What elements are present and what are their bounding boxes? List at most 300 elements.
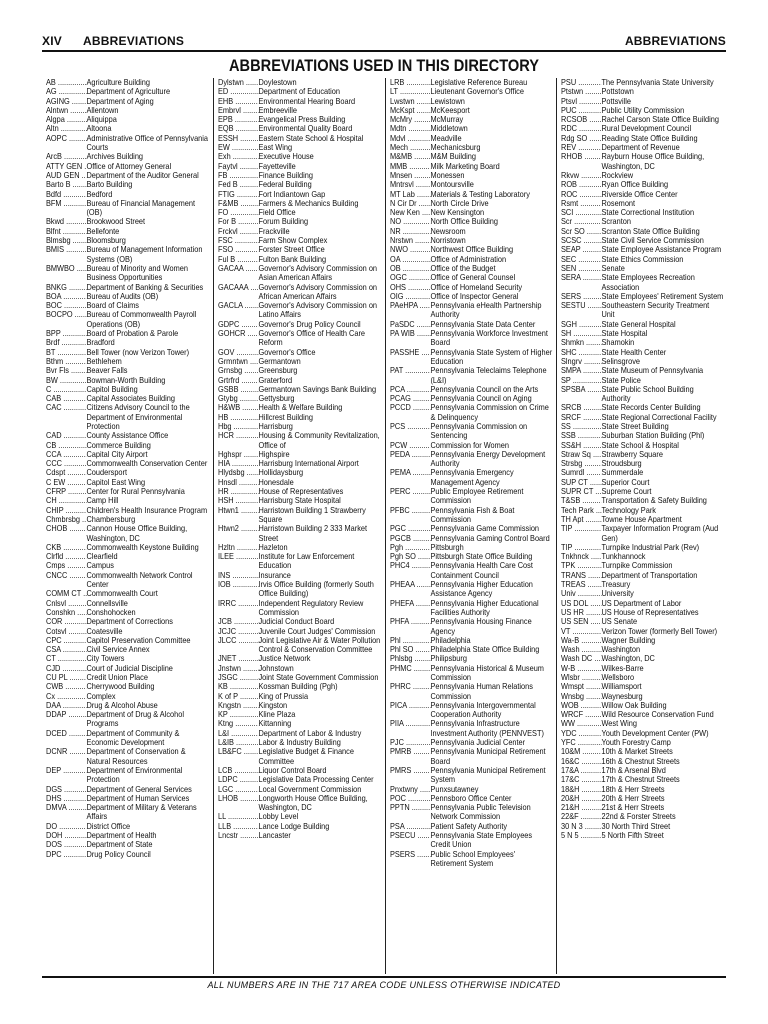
abbreviation-code: ESSH ..... (218, 134, 258, 143)
abbreviation-code: PA WIB ..... (390, 329, 430, 348)
abbreviation-entry (390, 87, 553, 96)
abbreviation-meaning: Bowman-Worth Building (86, 374, 166, 385)
abbreviation-code: INS ..... (218, 571, 258, 580)
abbreviation-code: Pgh SO ..... (390, 552, 430, 561)
abbreviation-code: RHOB ..... (561, 152, 601, 171)
abbreviation-code: BOC ..... (46, 301, 86, 310)
abbreviation-meaning: Johnstown (258, 662, 294, 673)
abbreviation-code: Pnxtwny ..... (390, 785, 430, 794)
abbreviation-code: Mdtn ..... (390, 124, 430, 133)
abbreviation-code: PHC4 ..... (390, 561, 430, 580)
abbreviation-entry (390, 366, 553, 385)
abbreviation-meaning: Capitol East Wing (86, 476, 146, 487)
abbreviation-entry (218, 599, 381, 618)
abbreviation-meaning: Williamsport (601, 681, 642, 692)
abbreviation-meaning: State Civil Service Commission (601, 235, 705, 246)
abbreviation-meaning: Camp Hill (86, 495, 119, 506)
abbreviation-meaning: Scranton State Office Building (601, 225, 700, 236)
abbreviation-meaning: Pottstown (601, 86, 635, 97)
abbreviation-code: Blfnt ..... (46, 227, 86, 236)
abbreviation-code: FB ..... (218, 171, 258, 180)
abbreviation-meaning: Newsroom (429, 225, 466, 236)
abbreviation-entry (218, 831, 381, 840)
abbreviation-entry (46, 487, 209, 496)
abbreviation-meaning: Office of the Budget (429, 262, 495, 273)
abbreviation-meaning: Supreme Court (601, 486, 652, 497)
abbreviation-entry (561, 673, 724, 682)
abbreviation-code: CPC ..... (46, 636, 86, 645)
abbreviation-code: Kngstn ..... (218, 701, 258, 710)
abbreviation-code: Phl SO ..... (390, 645, 430, 654)
abbreviation-meaning: Department of the Auditor General (86, 169, 199, 180)
abbreviation-meaning: State Correctional Institution (601, 207, 695, 218)
abbreviation-code: Tnkhnck ..... (561, 552, 601, 561)
abbreviation-meaning: Commonwealth Keystone Building (86, 541, 199, 552)
abbreviation-code: Phl ..... (390, 636, 430, 645)
abbreviation-meaning: Governor's Office of Health Care Reform (258, 328, 365, 348)
abbreviation-meaning: Department of Human Services (86, 792, 190, 803)
abbreviation-code: C ..... (46, 385, 86, 394)
abbreviation-meaning: Department of Corrections (86, 616, 173, 627)
header-rule (42, 50, 726, 52)
abbreviation-meaning: Commission for Women (429, 439, 509, 450)
abbreviation-meaning: Pennsylvania Workforce Investment Board (429, 328, 548, 348)
abbreviation-code: LDPC ..... (218, 775, 258, 784)
abbreviation-entry (46, 571, 209, 590)
section-title-left: ABBREVIATIONS (83, 34, 185, 48)
abbreviation-code: CJD ..... (46, 664, 86, 673)
abbreviation-meaning: Office of General Counsel (429, 272, 515, 283)
abbreviation-meaning: Environmental Quality Board (258, 123, 353, 134)
abbreviation-meaning: Pennsylvania Housing Finance Agency (429, 616, 532, 636)
abbreviation-meaning: Pennsylvania Gaming Control Board (429, 532, 550, 543)
abbreviation-entry (46, 403, 209, 431)
abbreviation-meaning: Coudersport (86, 467, 128, 478)
abbreviation-entry (46, 766, 209, 785)
abbreviation-meaning: Pennsylvania Emergency Management Agency (429, 467, 514, 487)
abbreviation-meaning: 30 North Third Street (601, 820, 671, 831)
abbreviation-meaning: 20th & Herr Streets (601, 792, 665, 803)
abbreviation-meaning: Strawberry Square (601, 448, 664, 459)
abbreviation-code: BFM ..... (46, 199, 86, 218)
abbreviation-code: Faytvl ..... (218, 162, 258, 171)
abbreviation-meaning: Department of Drug & Alcohol Programs (86, 709, 184, 729)
abbreviation-meaning: Norristown (429, 235, 466, 246)
abbreviation-meaning: Department of Environmental Protection (86, 764, 183, 785)
abbreviation-code: BPP ..... (46, 329, 86, 338)
abbreviation-entry (561, 273, 724, 292)
abbreviation-meaning: Capitol Preservation Committee (86, 634, 191, 645)
abbreviation-code: PCS ..... (390, 422, 430, 441)
abbreviation-meaning: Turnpike Industrial Park (Rev) (601, 541, 700, 552)
abbreviation-entry (46, 217, 209, 226)
abbreviation-entry (561, 385, 724, 404)
abbreviation-meaning: Bell Tower (now Verizon Tower) (86, 346, 190, 357)
abbreviation-code: TPK ..... (561, 561, 601, 570)
abbreviation-meaning: Rockview (601, 169, 634, 180)
abbreviation-code: AB ..... (46, 78, 86, 87)
abbreviation-entry (46, 329, 209, 338)
abbreviation-meaning: Pennsylvania State System of Higher Education (429, 346, 552, 366)
abbreviation-code: T&SB ..... (561, 496, 601, 505)
abbreviation-entry (46, 134, 209, 153)
abbreviation-code: PSECU ..... (390, 831, 430, 850)
abbreviation-code: Jnstwn ..... (218, 664, 258, 673)
abbreviation-code: ATTY GEN ..... (46, 162, 86, 171)
abbreviation-entry (561, 255, 724, 264)
abbreviation-meaning: Bureau of Minority and Women Business Opportunities (86, 262, 188, 283)
abbreviation-meaning: Department of Conservation & Natural Resources (86, 746, 186, 766)
abbreviation-meaning: Pennsboro Office Center (429, 792, 511, 803)
abbreviation-entry (46, 115, 209, 124)
abbreviation-code: PAT ..... (390, 366, 430, 385)
abbreviation-meaning: Meadville (429, 132, 462, 143)
abbreviation-meaning: Bureau of Commonwealth Payroll Operations (OB) (86, 309, 197, 329)
abbreviation-code: Bkwd ..... (46, 217, 86, 226)
abbreviation-meaning: Coatesville (86, 625, 123, 636)
abbreviation-code: PUC ..... (561, 106, 601, 115)
abbreviation-code: Cmps ..... (46, 561, 86, 570)
abbreviation-code: PMRS ..... (390, 766, 430, 785)
abbreviation-meaning: Towne House Apartment (601, 513, 683, 524)
abbreviation-code: SH ..... (561, 329, 601, 338)
abbreviation-entry (390, 227, 553, 236)
abbreviation-entry (390, 645, 553, 654)
abbreviation-code: WRCF ..... (561, 710, 601, 719)
abbreviation-code: HB ..... (218, 413, 258, 422)
abbreviation-code: Exh ..... (218, 152, 258, 161)
abbreviation-meaning: Fayetteville (258, 160, 296, 171)
abbreviation-meaning: State Regional Correctional Facility (601, 411, 717, 422)
abbreviation-entry (561, 608, 724, 617)
abbreviation-code: SPSBA ..... (561, 385, 601, 404)
abbreviation-code: Hlydsbg ..... (218, 468, 258, 477)
footer-note: ALL NUMBERS ARE IN THE 717 AREA CODE UNLESS OTHERWISE INDICATED (207, 980, 561, 990)
abbreviation-code: Altn ..... (46, 124, 86, 133)
abbreviation-meaning: Legislative Budget & Finance Committee (258, 746, 354, 766)
abbreviation-code: For B ..... (218, 217, 258, 226)
abbreviation-code: 17&C ..... (561, 775, 601, 784)
column-3 (385, 78, 557, 974)
abbreviation-meaning: Pennsylvania Commission on Sentencing (429, 420, 527, 441)
abbreviation-code: Ktng ..... (218, 719, 258, 728)
abbreviation-meaning: Office of Administration (429, 253, 506, 264)
abbreviation-meaning: Tunkhannock (601, 551, 646, 562)
abbreviation-meaning: Governor's Advisory Commission on Latino Affairs (258, 300, 377, 320)
abbreviation-entry (390, 803, 553, 822)
abbreviation-code: RDC ..... (561, 124, 601, 133)
abbreviation-meaning: Pennsylvania Municipal Retirement System (429, 764, 546, 785)
abbreviation-entry (390, 329, 553, 348)
abbreviation-entry (218, 822, 381, 831)
abbreviation-entry (561, 78, 724, 87)
abbreviation-meaning: Rachel Carson State Office Building (601, 114, 720, 125)
abbreviation-entry (218, 134, 381, 143)
abbreviation-meaning: US Senate (601, 616, 638, 627)
abbreviation-meaning: 5 North Fifth Street (601, 830, 664, 841)
abbreviation-code: WOB ..... (561, 701, 601, 710)
abbreviation-code: Brdf ..... (46, 338, 86, 347)
abbreviation-entry (218, 283, 381, 302)
abbreviation-code: New Ken ..... (390, 208, 430, 217)
abbreviation-entry (390, 766, 553, 785)
abbreviation-entry (390, 682, 553, 701)
abbreviation-meaning: Administrative Office of Pennsylvania Courts (86, 132, 209, 153)
abbreviation-entry (46, 459, 209, 468)
abbreviation-code: Scr ..... (561, 217, 601, 226)
abbreviation-meaning: Pennsylvania Infrastructure Investment Authority (PENNVEST) (429, 718, 544, 738)
abbreviation-meaning: 21st & Herr Streets (601, 802, 665, 813)
abbreviation-meaning: Pennsylvania Public Television Network Commission (429, 802, 531, 822)
abbreviation-meaning: Pennsylvania Energy Development Authority (429, 448, 545, 469)
abbreviation-code: Mech ..... (390, 143, 430, 152)
abbreviation-meaning: Pennsylvania Commission on Crime & Delinquency (429, 402, 549, 422)
abbreviation-meaning: Wild Resource Conservation Fund (601, 709, 714, 720)
abbreviation-meaning: Brookwood Street (86, 216, 146, 227)
abbreviation-meaning: Public School Employees' Retirement System (429, 848, 515, 868)
abbreviation-meaning: Philipsburg (429, 653, 467, 664)
abbreviation-code: Frckvl ..... (218, 227, 258, 236)
abbreviation-meaning: Drug Policy Council (86, 848, 151, 859)
abbreviation-code: PHFA ..... (390, 617, 430, 636)
page-header (42, 28, 726, 48)
abbreviation-code: DAA ..... (46, 701, 86, 710)
abbreviation-code: MT Lab ..... (390, 190, 430, 199)
abbreviation-code: AOPC ..... (46, 134, 86, 153)
abbreviation-code: DPC ..... (46, 850, 86, 859)
abbreviation-meaning: State Ethics Commission (601, 253, 684, 264)
abbreviation-code: PSU ..... (561, 78, 601, 87)
abbreviation-meaning: Waynesburg (601, 690, 643, 701)
abbreviation-meaning: Altoona (86, 123, 112, 134)
abbreviation-meaning: Public Utility Commission (601, 104, 685, 115)
abbreviation-meaning: Capital City Airport (86, 448, 148, 459)
abbreviation-code: DCED ..... (46, 729, 86, 748)
abbreviation-code: DDAP ..... (46, 710, 86, 729)
abbreviation-code: IOB ..... (218, 580, 258, 599)
abbreviation-entry (561, 366, 724, 375)
abbreviation-code: Rdg SO ..... (561, 134, 601, 143)
abbreviation-meaning: 17th & Chestnut Streets (601, 774, 680, 785)
abbreviation-code: NWO ..... (390, 245, 430, 254)
abbreviation-code: LLB ..... (218, 822, 258, 831)
abbreviation-code: DCNR ..... (46, 747, 86, 766)
abbreviation-meaning: Pennsylvania Historical & Museum Commission (429, 662, 544, 682)
abbreviation-code: Conshkn ..... (46, 608, 86, 617)
abbreviation-meaning: Department of Health (86, 830, 157, 841)
abbreviation-entry (390, 664, 553, 683)
abbreviation-meaning: Lieutenant Governor's Office (429, 86, 524, 97)
abbreviation-meaning: West Wing (601, 718, 638, 729)
abbreviation-code: JCB ..... (218, 617, 258, 626)
abbreviation-entry (218, 431, 381, 450)
abbreviation-meaning: Department of Community & Economic Development (86, 727, 180, 748)
abbreviation-entry (561, 190, 724, 199)
abbreviation-meaning: Eastern State School & Hospital (258, 132, 364, 143)
abbreviation-code: 10&M ..... (561, 747, 601, 756)
abbreviation-meaning: State Employees' Retirement System (601, 290, 724, 301)
abbreviation-entry (218, 524, 381, 543)
abbreviation-meaning: Campus (86, 560, 114, 571)
abbreviation-meaning: Pennsylvania Municipal Retirement Board (429, 746, 546, 766)
abbreviation-meaning: Pennsylvania Game Commission (429, 523, 539, 534)
abbreviation-entry (390, 422, 553, 441)
abbreviation-meaning: Northwest Office Building (429, 244, 513, 255)
abbreviation-meaning: Farmers & Mechanics Building (258, 197, 359, 208)
abbreviation-entry (218, 264, 381, 283)
abbreviation-meaning: Public Employee Retirement Commission (429, 486, 523, 506)
abbreviation-meaning: Legislative Reference Bureau (429, 77, 527, 87)
abbreviation-meaning: Pottsville (601, 95, 632, 106)
abbreviation-code: Rsmt ..... (561, 199, 601, 208)
abbreviation-entry (46, 264, 209, 283)
abbreviation-meaning: Chambersburg (86, 513, 136, 524)
abbreviation-code: Gtybg ..... (218, 394, 258, 403)
abbreviation-meaning: Bradford (86, 337, 115, 348)
abbreviation-code: TRANS ..... (561, 571, 601, 580)
abbreviation-entry (390, 719, 553, 738)
abbreviation-code: CSA ..... (46, 645, 86, 654)
abbreviation-code: 22&F ..... (561, 812, 601, 821)
abbreviation-meaning: Joint Legislative Air & Water Pollution Control & Conservation Committee (258, 634, 381, 655)
abbreviation-code: SRCF ..... (561, 413, 601, 422)
abbreviation-code: SESTU ..... (561, 301, 601, 320)
abbreviation-code: Barto B ..... (46, 180, 86, 189)
abbreviation-meaning: The Pennsylvania State University (601, 77, 714, 87)
abbreviation-code: DHS ..... (46, 794, 86, 803)
abbreviation-code: Algpa ..... (46, 115, 86, 124)
abbreviation-entry (218, 468, 381, 477)
abbreviation-code: WW ..... (561, 719, 601, 728)
abbreviation-code: Embrvl ..... (218, 106, 258, 115)
abbreviation-meaning: Pennsylvania Council on the Arts (429, 383, 538, 394)
abbreviation-code: BOA ..... (46, 292, 86, 301)
abbreviation-code: Wlsbr ..... (561, 673, 601, 682)
abbreviation-columns (42, 78, 728, 974)
abbreviation-meaning: Turnpike Commission (601, 560, 673, 571)
abbreviation-meaning: State Street Building (601, 420, 669, 431)
abbreviation-meaning: Pennsylvania Intergovernmental Cooperation Authority (429, 699, 536, 720)
abbreviation-code: Chmbrsbg ..... (46, 515, 86, 524)
abbreviation-code: YFC ..... (561, 738, 601, 747)
abbreviation-code: PEDA ..... (390, 450, 430, 469)
abbreviation-code: N Cir Dr ..... (390, 199, 430, 208)
abbreviation-code: Wash ..... (561, 645, 601, 654)
abbreviation-entry (390, 506, 553, 525)
abbreviation-code: HSH ..... (218, 496, 258, 505)
abbreviation-meaning: Pennsylvania Health Care Cost Containment Council (429, 560, 533, 580)
abbreviation-entry (561, 87, 724, 96)
abbreviation-entry (561, 636, 724, 645)
abbreviation-meaning: Philadelphia (429, 634, 471, 645)
abbreviation-code: KP ..... (218, 710, 258, 719)
abbreviation-code: CHIP ..... (46, 506, 86, 515)
abbreviation-meaning: Wilkes-Barre (601, 662, 644, 673)
abbreviation-meaning: Agriculture Building (86, 77, 150, 87)
abbreviation-meaning: State Records Center Building (601, 402, 701, 413)
abbreviation-entry (218, 152, 381, 161)
abbreviation-code: BNKG ..... (46, 283, 86, 292)
abbreviation-code: EHB ..... (218, 97, 258, 106)
abbreviation-entry (390, 403, 553, 422)
abbreviation-code: ILEE ..... (218, 552, 258, 571)
abbreviation-code: 18&H ..... (561, 785, 601, 794)
abbreviation-meaning: Commonwealth Conservation Center (86, 458, 208, 469)
abbreviation-code: CH ..... (46, 496, 86, 505)
abbreviation-code: DEP ..... (46, 766, 86, 785)
abbreviation-meaning: Board of Probation & Parole (86, 328, 179, 339)
abbreviation-meaning: Patient Safety Authority (429, 820, 507, 831)
abbreviation-entry (390, 617, 553, 636)
abbreviation-meaning: Executive House (258, 151, 314, 162)
abbreviation-entry (218, 636, 381, 655)
abbreviation-code: Nrstwn ..... (390, 236, 430, 245)
abbreviation-meaning: Germantown Savings Bank Building (258, 383, 376, 394)
abbreviation-code: Htwn2 ..... (218, 524, 258, 543)
abbreviation-meaning: Selinsgrove (601, 355, 641, 366)
abbreviation-code: CCC ..... (46, 459, 86, 468)
abbreviation-code: K of P ..... (218, 692, 258, 701)
abbreviation-entry (218, 217, 381, 226)
abbreviation-code: GACAAA ..... (218, 283, 258, 302)
abbreviation-meaning: Monessen (429, 169, 464, 180)
abbreviation-meaning: Forster Street Office (258, 244, 325, 255)
abbreviation-code: AGING ..... (46, 97, 86, 106)
abbreviation-meaning: Office of Homeland Security (429, 281, 522, 292)
abbreviation-meaning: Citizens Advisory Council to the Department of Environmental Protection (86, 402, 190, 431)
abbreviation-code: BT ..... (46, 348, 86, 357)
abbreviation-code: GACLA ..... (218, 301, 258, 320)
abbreviation-meaning: Senate (601, 262, 626, 273)
abbreviation-meaning: Department of Military & Veterans Affairs (86, 802, 197, 822)
abbreviation-meaning: House of Representatives (258, 486, 344, 497)
abbreviation-code: TIP ..... (561, 543, 601, 552)
column-1 (42, 78, 213, 974)
abbreviation-entry (390, 487, 553, 506)
abbreviation-code: PCW ..... (390, 441, 430, 450)
abbreviation-entry (390, 831, 553, 850)
abbreviation-code: Rkvw ..... (561, 171, 601, 180)
abbreviation-meaning: Shamokin (601, 337, 635, 348)
abbreviation-code: FTIG ..... (218, 190, 258, 199)
abbreviation-code: Tech Park ..... (561, 506, 601, 515)
abbreviation-code: BW ..... (46, 376, 86, 385)
abbreviation-meaning: East Wing (258, 142, 292, 153)
abbreviation-code: L&I ..... (218, 729, 258, 738)
abbreviation-meaning: Pittsburgh (429, 541, 464, 552)
abbreviation-meaning: Pennsylvania State Employees Credit Union (429, 830, 532, 850)
abbreviation-entry (46, 180, 209, 189)
abbreviation-meaning: Capital Associates Building (86, 393, 175, 404)
abbreviation-meaning: Children's Health Insurance Program (86, 504, 208, 515)
abbreviation-code: Lncstr ..... (218, 831, 258, 840)
abbreviation-meaning: Department of Aging (86, 95, 154, 106)
abbreviation-code: POC ..... (390, 794, 430, 803)
abbreviation-code: DO ..... (46, 822, 86, 831)
abbreviation-meaning: Complex (86, 690, 116, 701)
abbreviation-meaning: Liquor Control Board (258, 764, 327, 775)
abbreviation-code: DMVA ..... (46, 803, 86, 822)
abbreviation-code: Cnlsvl ..... (46, 599, 86, 608)
abbreviation-entry (390, 701, 553, 720)
abbreviation-code: 21&H ..... (561, 803, 601, 812)
abbreviation-meaning: State Police (601, 374, 642, 385)
abbreviation-code: CWB ..... (46, 682, 86, 691)
abbreviation-meaning: State Museum of Pennsylvania (601, 365, 704, 376)
abbreviation-code: COR ..... (46, 617, 86, 626)
abbreviation-meaning: Rayburn House Office Building, Washington, DC (601, 151, 705, 171)
abbreviation-code: Grtrfrd ..... (218, 376, 258, 385)
